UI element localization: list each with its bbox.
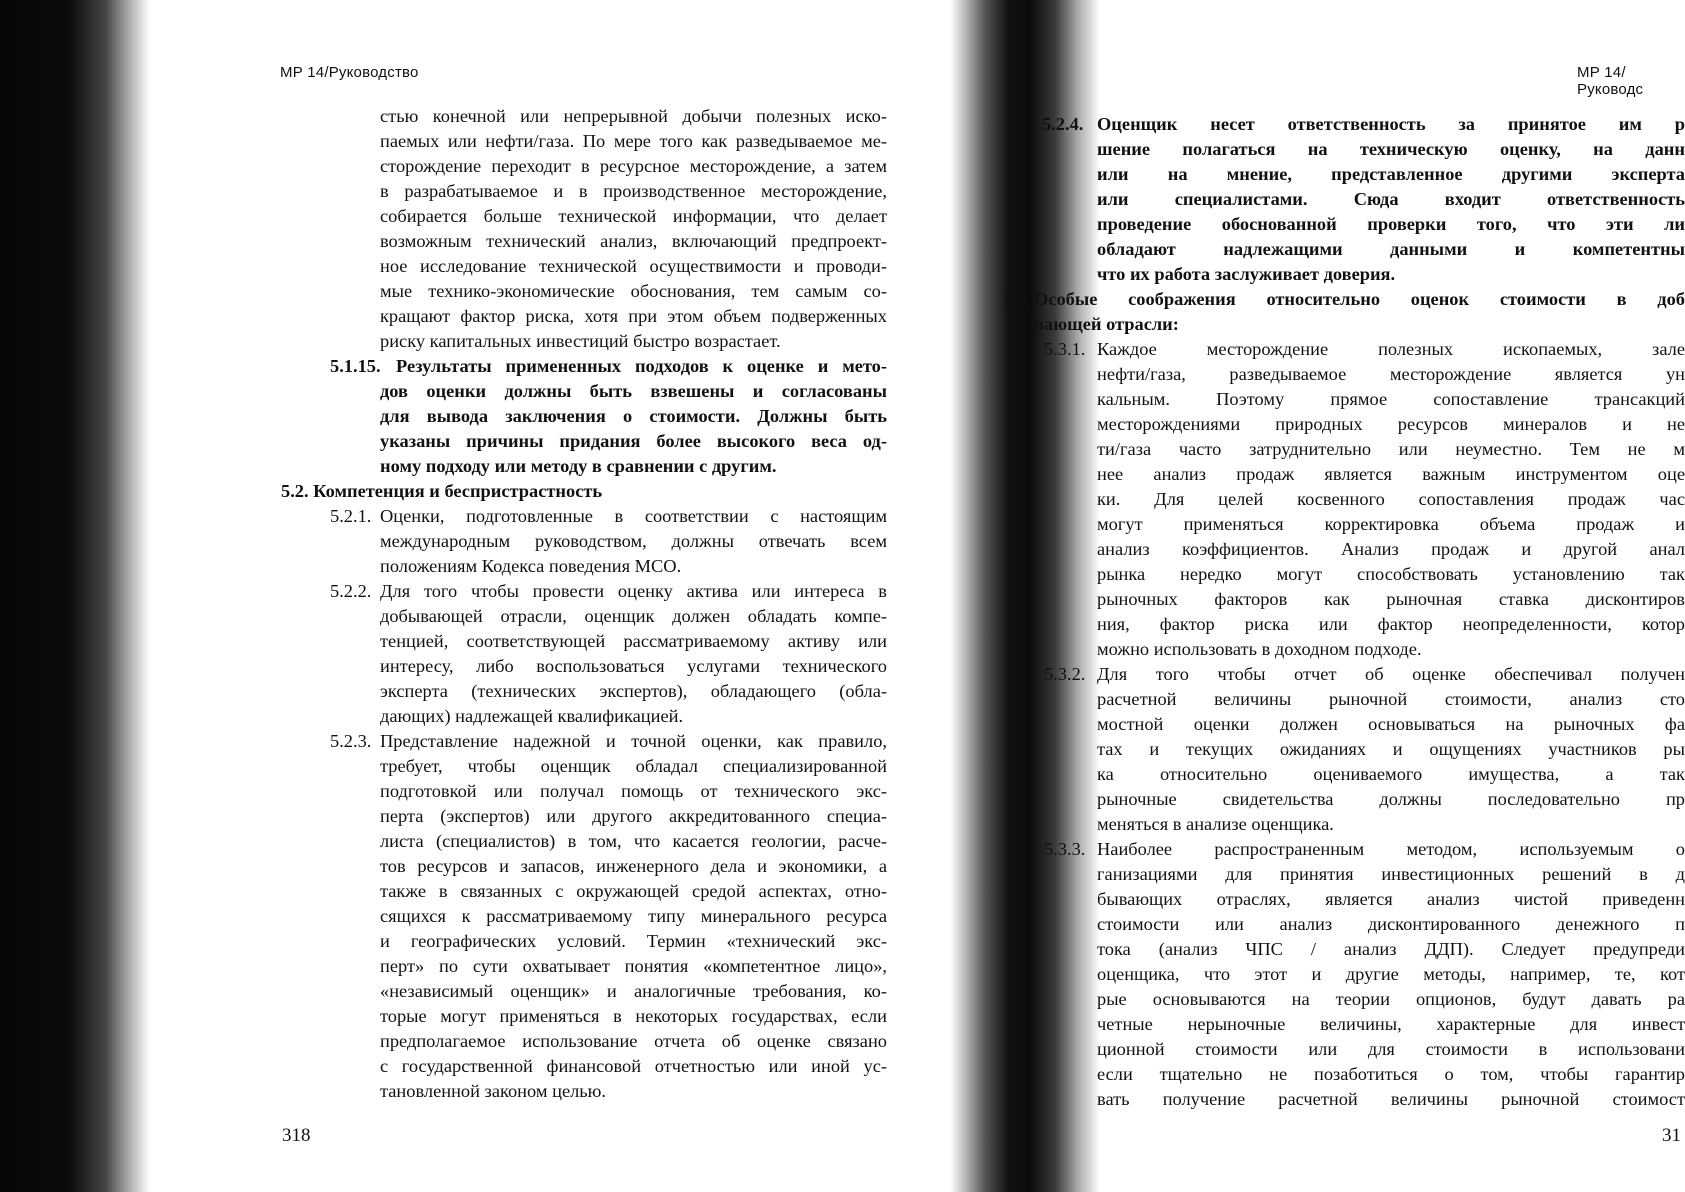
text-line: подготовкой или получал помощь от технического экс- [380, 781, 887, 801]
section-5-3-1 [1044, 337, 1685, 662]
text-line: ти/газа часто затруднительно или неуместно. Тем не м [1097, 439, 1685, 459]
section-lines [1097, 837, 1685, 1112]
text-line: Оценки, подготовленные в соответствии с настоящим [380, 506, 887, 526]
text-line: ному подходу или методу в сравнении с другим. [380, 456, 777, 476]
text-line: вать получение расчетной величины рыночной стоимост [1097, 1089, 1685, 1109]
text-line: также в связанных с окружающей средой аспектах, отно- [380, 881, 887, 901]
section-lines [380, 579, 887, 729]
text-line: кальным. Поэтому прямое сопоставление трансакций [1097, 389, 1685, 409]
text-line: тока (анализ ЧПС / анализ ДДП). Следует предупреди [1097, 939, 1685, 959]
text-line: листа (специалистов) в том, что касается геологии, расче- [380, 831, 887, 851]
text-line: перт» по сути охватывает понятия «компетентное лицо», [380, 956, 887, 976]
text-line: нее анализ продаж является важным инструментом оце [1097, 464, 1685, 484]
text-line: рынка нередко могут способствовать установлению так [1097, 564, 1685, 584]
text-line: оценщика, что этот и другие методы, например, те, кот [1097, 964, 1685, 984]
text-line: стоимости или анализ дисконтированного денежного п [1097, 914, 1685, 934]
left-intro-lines [380, 104, 887, 354]
section-lines [380, 729, 887, 1104]
section-number: 5.2.1. [330, 506, 372, 526]
text-line: рыночных факторов как рыночная ставка дисконтиров [1097, 589, 1685, 609]
text-line: кращают фактор риска, хотя при этом объем подверженных [380, 306, 887, 326]
section-first-line: Результаты примененных подходов к оценке и мето- [396, 356, 887, 376]
text-line: Для того чтобы провести оценку актива или интереса в [380, 581, 887, 601]
text-line: Каждое месторождение полезных ископаемых, зале [1097, 339, 1685, 359]
section-5-2-4 [1042, 112, 1685, 287]
text-line: ганизациями для принятия инвестиционных решений в д [1097, 864, 1685, 884]
text-line: тенцией, соответствующей рассматриваемому активу или [380, 631, 887, 651]
text-line: Особые соображения относительно оценок стоимости в доб [1034, 289, 1685, 309]
text-line: «независимый оценщик» и аналогичные требования, ко- [380, 981, 887, 1001]
section-5-2-1 [330, 504, 887, 579]
section-5-3-heading [1004, 287, 1685, 337]
section-heading: 5.2. Компетенция и беспристрастность [281, 481, 603, 501]
text-line: если тщательно не позаботиться о том, чтобы гарантир [1097, 1064, 1685, 1084]
text-line: проведение обоснованной проверки того, что эти ли [1097, 214, 1685, 234]
text-line: требует, чтобы оценщик обладал специализированной [380, 756, 887, 776]
text-line: Для того чтобы отчет об оценке обеспечивал получен [1097, 664, 1685, 684]
text-line: стью конечной или непрерывной добычи полезных иско- [380, 106, 887, 126]
section-number: 5.3.3. [1044, 839, 1086, 859]
text-line: и географических условий. Термин «технический экс- [380, 931, 887, 951]
text-line: мостной оценки должен основываться на рыночных фа [1097, 714, 1685, 734]
text-line: указаны причины придания более высокого веса од- [380, 431, 887, 451]
left-running-header: МР 14/Руководство [280, 64, 419, 81]
text-line: тов ресурсов и запасов, инженерного дела и экономики, а [380, 856, 887, 876]
text-line: предполагаемое использование отчета об оценке связано [380, 1031, 887, 1051]
section-number: 5.1.15. [330, 356, 381, 376]
left-page-number: 318 [282, 1125, 311, 1146]
text-line: расчетной величины рыночной стоимости, анализ сто [1097, 689, 1685, 709]
text-line: интересу, либо воспользоваться услугами технического [380, 656, 887, 676]
section-number: 5.3.1. [1044, 339, 1086, 359]
section-lines [1097, 662, 1685, 837]
section-number: 5.2.2. [330, 581, 372, 601]
text-line: или специалистами. Сюда входит ответственность [1097, 189, 1685, 209]
section-lines [1097, 337, 1685, 662]
text-line: ционной стоимости или для стоимости в использовани [1097, 1039, 1685, 1059]
section-lines [1097, 112, 1685, 287]
text-line: риску капитальных инвестиций быстро возрастает. [380, 331, 781, 351]
right-page-text-area [1004, 112, 1685, 1192]
text-line: ки. Для целей косвенного сопоставления продаж час [1097, 489, 1685, 509]
text-line: мые технико-экономические обоснования, тем самым со- [380, 281, 887, 301]
section-5-2-2 [330, 579, 887, 729]
text-line: сящихся к рассматриваемому типу минерального ресурса [380, 906, 887, 926]
text-line: для вывода заключения о стоимости. Должны быть [380, 406, 887, 426]
text-line: собирается больше технической информации, что делает [380, 206, 887, 226]
text-line: дов оценки должны быть взвешены и согласованы [380, 381, 887, 401]
scan-shadow-left [0, 0, 150, 1192]
text-line: меняться в анализе оценщика. [1097, 814, 1334, 834]
right-page-number: 31 [1662, 1125, 1681, 1146]
text-line: ка относительно оцениваемого имущества, а так [1097, 764, 1685, 784]
text-line: нефти/газа, разведываемое месторождение является ун [1097, 364, 1685, 384]
text-line: перта (экспертов) или другого аккредитованного специа- [380, 806, 887, 826]
text-line: тановленной законом целью. [380, 1081, 607, 1101]
text-line: паемых или нефти/газа. По мере того как разведываемое ме- [380, 131, 887, 151]
text-line: Оценщик несет ответственность за принятое им р [1097, 114, 1685, 134]
text-line: с государственной финансовой отчетностью или иной ус- [380, 1056, 887, 1076]
text-line: что их работа заслуживает доверия. [1097, 264, 1396, 284]
text-line: можно использовать в доходном подходе. [1097, 639, 1422, 659]
text-line: шение полагаться на техническую оценку, на данн [1097, 139, 1685, 159]
left-intro-paragraph [380, 104, 887, 354]
text-line: сторождение переходит в ресурсное месторождение, а затем [380, 156, 887, 176]
text-line: дающих) надлежащей квалификацией. [380, 706, 684, 726]
text-line: или на мнение, представленное другими эксперта [1097, 164, 1685, 184]
text-line: в разрабатываемое и в производственное месторождение, [380, 181, 887, 201]
text-line: добывающей отрасли, оценщик должен обладать компе- [380, 606, 887, 626]
text-line: ное исследование технической осуществимости и проводи- [380, 256, 887, 276]
text-line: положениям Кодекса поведения МСО. [380, 556, 682, 576]
text-line: четные нерыночные величины, характерные для инвест [1097, 1014, 1685, 1034]
text-line: Представление надежной и точной оценки, как правило, [380, 731, 887, 751]
text-line: могут применяться корректировка объема продаж и [1097, 514, 1685, 534]
section-heading-lines [1034, 287, 1685, 337]
section-5-3-2 [1044, 662, 1685, 837]
text-line: эксперта (технических экспертов), обладающего (обла- [380, 681, 887, 701]
section-lines [380, 379, 887, 479]
section-5-1-15 [330, 354, 887, 479]
section-number: 5.2.3. [330, 731, 372, 751]
section-5-2-3 [330, 729, 887, 1104]
text-line: тах и текущих ожиданиях и ощущениях участников ры [1097, 739, 1685, 759]
section-5-3-3 [1044, 837, 1685, 1112]
text-line: Наиболее распространенным методом, используемым о [1097, 839, 1685, 859]
text-line: анализ коэффициентов. Анализ продаж и другой анал [1097, 539, 1685, 559]
section-5-2-heading [281, 479, 887, 504]
text-line: бывающих отраслях, является анализ чистой приведенн [1097, 889, 1685, 909]
text-line: возможным технический анализ, включающий предпроект- [380, 231, 887, 251]
text-line: международным руководством, должны отвечать всем [380, 531, 887, 551]
text-line: рыночные свидетельства должны последовательно пр [1097, 789, 1685, 809]
section-number: 5.3.2. [1044, 664, 1086, 684]
text-line: рые основываются на теории опционов, будут давать ра [1097, 989, 1685, 1009]
section-lines [380, 504, 887, 579]
section-number: 5.3. [1004, 289, 1032, 309]
text-line: ния, фактор риска или фактор неопределенности, котор [1097, 614, 1685, 634]
text-line: вающей отрасли: [1034, 314, 1179, 334]
text-line: обладают надлежащими данными и компетентны [1097, 239, 1685, 259]
section-number: 5.2.4. [1042, 114, 1084, 134]
text-line: месторождениями природных ресурсов минералов и не [1097, 414, 1685, 434]
right-running-header: МР 14/Руководс [1577, 64, 1644, 98]
text-line: торые могут применяться в некоторых государствах, если [380, 1006, 887, 1026]
